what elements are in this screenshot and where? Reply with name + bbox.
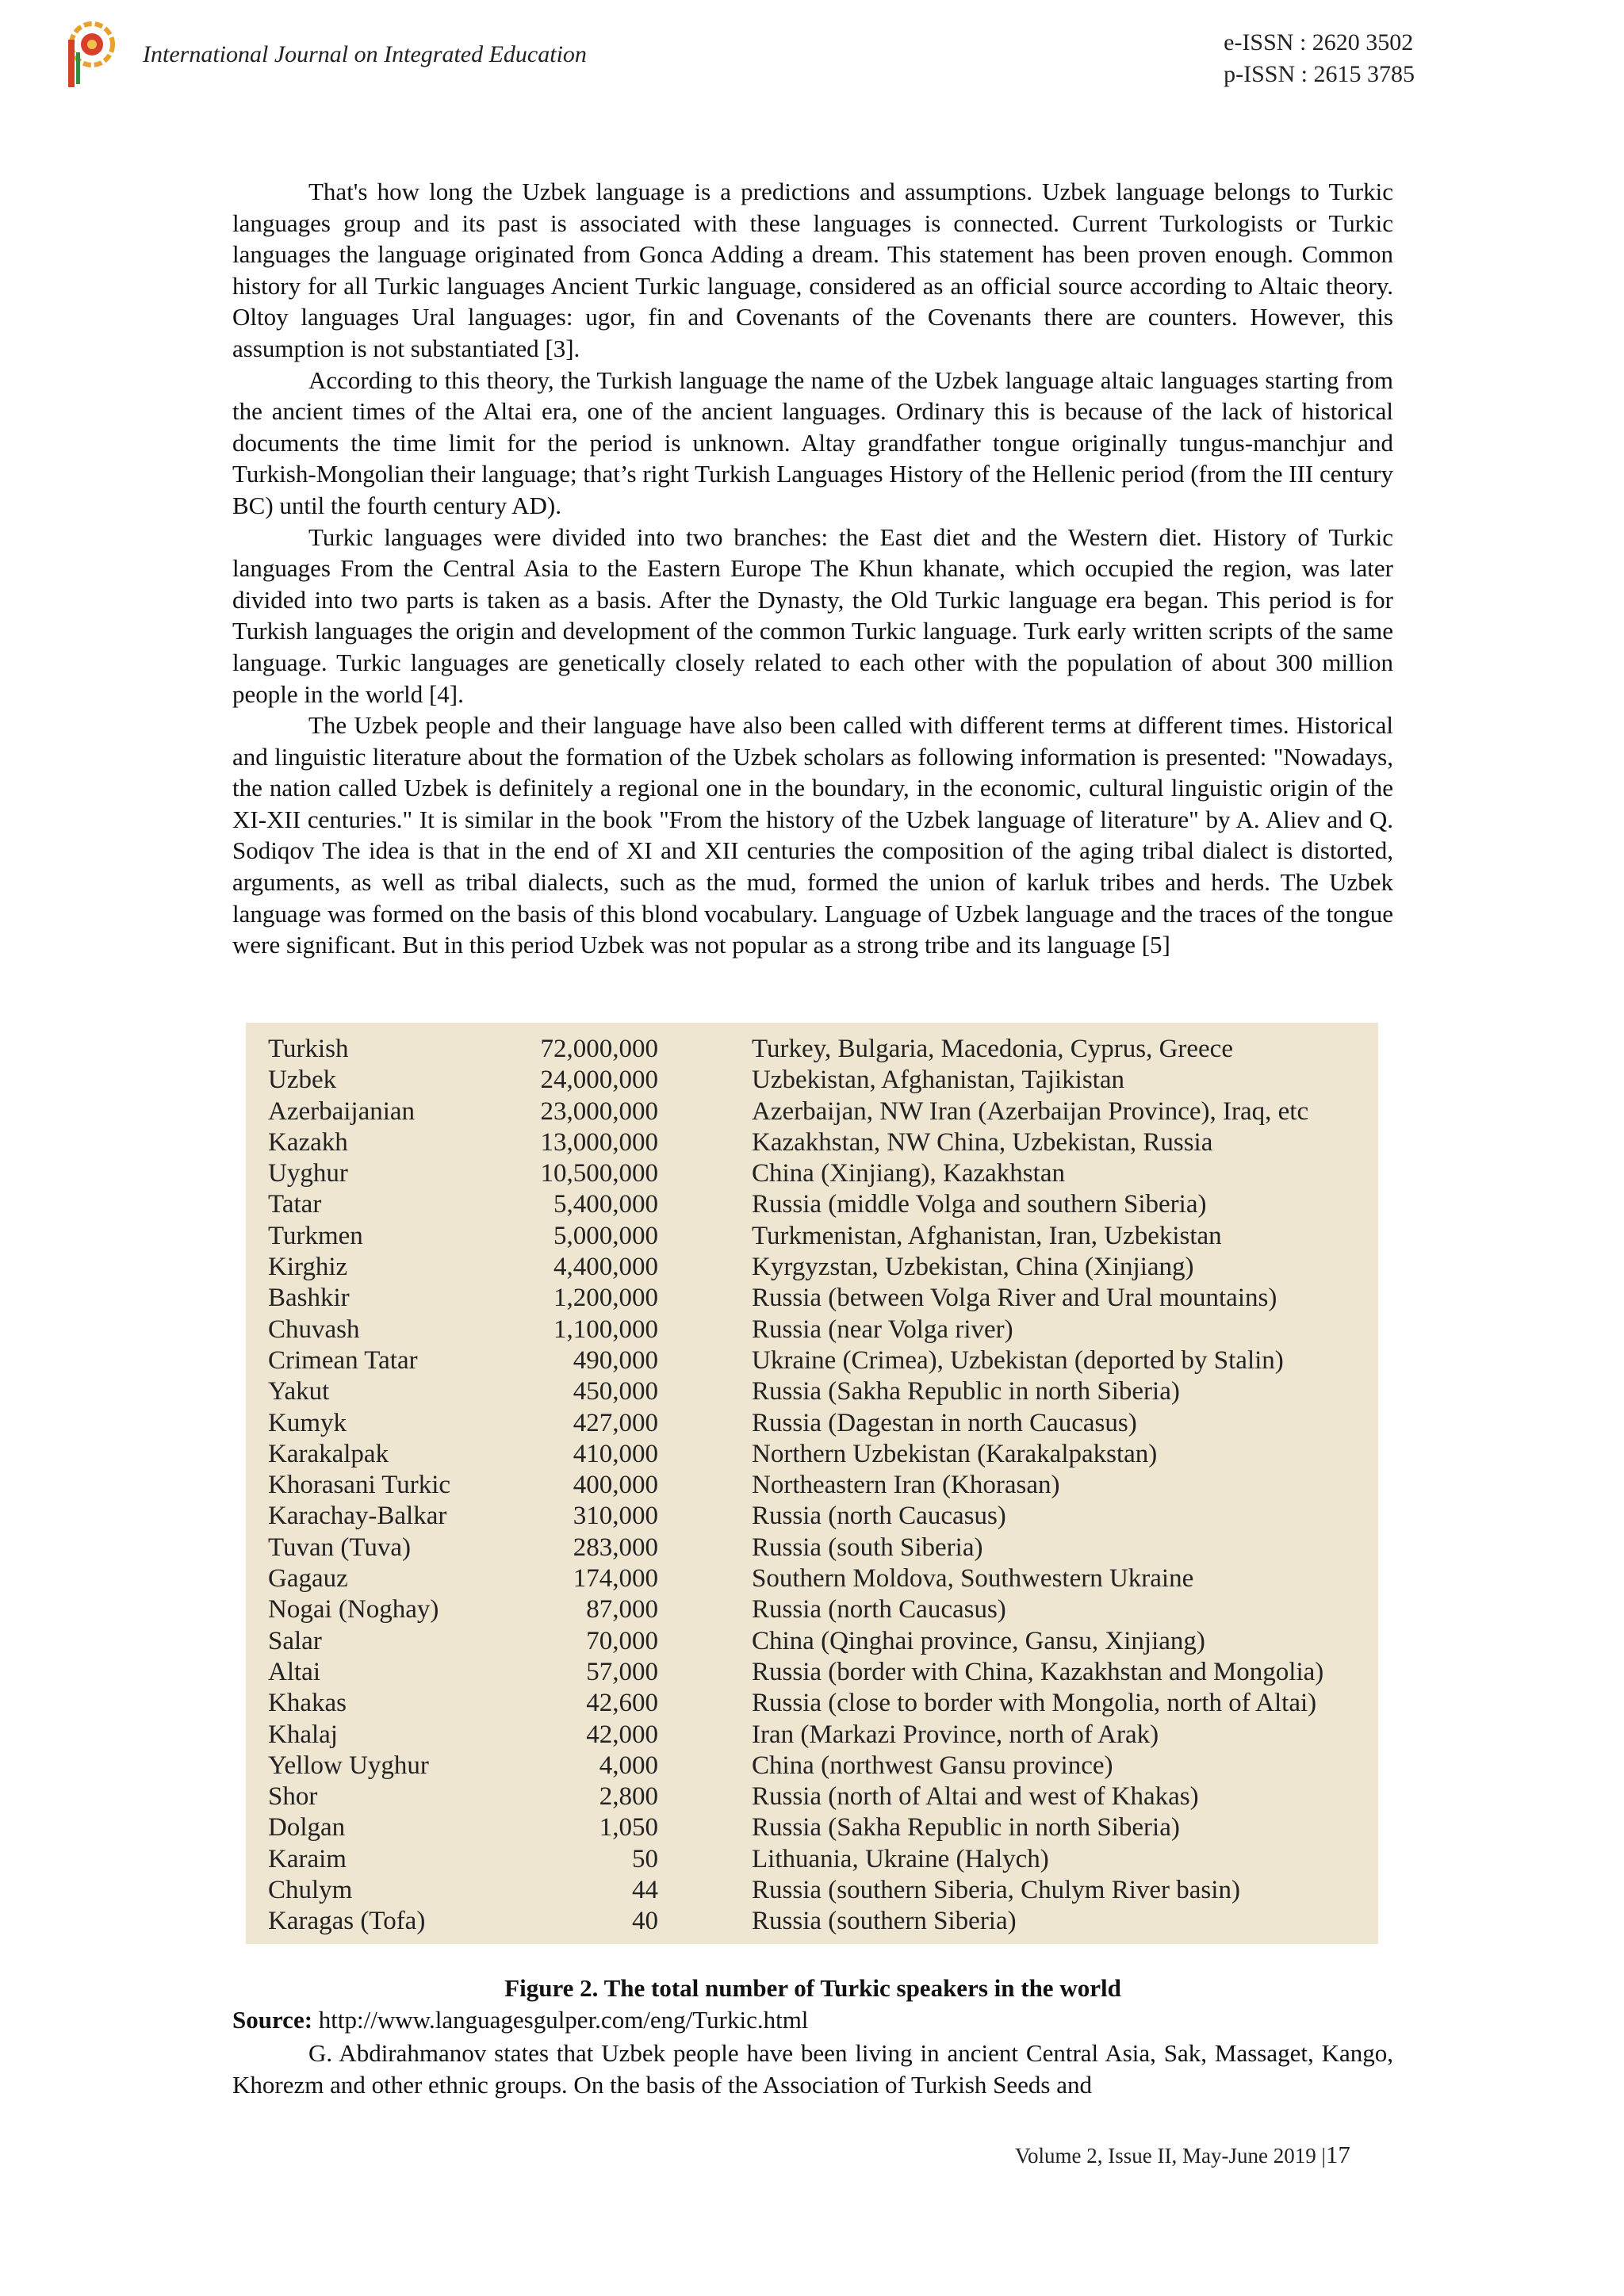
spacer-cell xyxy=(658,1189,752,1220)
paragraph: G. Abdirahmanov states that Uzbek people have been living in ancient Central Asia, Sak, Massaget, Kango, Khorezm and other ethnic groups. On the basis of the Association of Turkish Seeds and xyxy=(232,2039,1393,2099)
journal-name: International Journal on Integrated Education xyxy=(143,41,587,67)
region-cell: Russia (Sakha Republic in north Siberia) xyxy=(752,1813,1180,1843)
spacer-cell xyxy=(658,1626,752,1657)
turkic-speakers-table xyxy=(268,1034,1370,1938)
paragraph: According to this theory, the Turkish language the name of the Uzbek language altaic languages starting from the ancient times of the Altai era, one of the ancient languages. Ordinary this is because of the lack of historical documents the time limit for the period is unknown. Altay grandfather tongue originally tungus-manchjur and Turkish-Mongolian their language; that’s right Turkish Languages History of the Hellenic period (from the III century BC) until the fourth century AD). xyxy=(232,365,1393,519)
table-row xyxy=(268,1127,1370,1158)
table-row xyxy=(268,1720,1370,1751)
region-cell: Northeastern Iran (Khorasan) xyxy=(752,1471,1060,1500)
spacer-cell xyxy=(658,1408,752,1439)
table-row xyxy=(268,1844,1370,1875)
language-cell: Kirghiz xyxy=(268,1253,348,1282)
speakers-cell: 1,100,000 xyxy=(553,1314,658,1344)
table-row xyxy=(268,1408,1370,1439)
language-cell: Altai xyxy=(268,1657,320,1686)
eissn-text: e-ISSN : 2620 3502 xyxy=(1224,29,1414,55)
region-cell: Southern Moldova, Southwestern Ukraine xyxy=(752,1564,1194,1594)
spacer-cell xyxy=(658,1314,752,1345)
table-row xyxy=(268,1751,1370,1781)
table-row xyxy=(268,1501,1370,1532)
speakers-cell: 400,000 xyxy=(573,1471,658,1500)
table-row xyxy=(268,1875,1370,1906)
table-row xyxy=(268,1533,1370,1563)
article-body xyxy=(232,176,1393,961)
table-row xyxy=(268,1065,1370,1096)
spacer-cell xyxy=(658,1065,752,1096)
region-cell: Russia (between Volga River and Ural mountains) xyxy=(752,1284,1277,1313)
speakers-cell: 283,000 xyxy=(573,1533,658,1562)
speakers-cell: 42,000 xyxy=(586,1720,658,1749)
region-cell: Russia (Dagestan in north Caucasus) xyxy=(752,1408,1137,1437)
spacer-cell xyxy=(658,1906,752,1937)
table-row xyxy=(268,1470,1370,1501)
speakers-cell: 40 xyxy=(632,1907,658,1936)
speakers-cell: 23,000,000 xyxy=(540,1096,658,1126)
language-cell: Uzbek xyxy=(268,1066,337,1095)
table-row xyxy=(268,1314,1370,1345)
spacer-cell xyxy=(658,1501,752,1532)
language-cell: Karachay-Balkar xyxy=(268,1502,447,1531)
table-row xyxy=(268,1439,1370,1470)
table-row xyxy=(268,1034,1370,1065)
table-row xyxy=(268,1563,1370,1594)
speakers-cell: 50 xyxy=(632,1844,658,1873)
table-row xyxy=(268,1781,1370,1812)
region-cell: Iran (Markazi Province, north of Arak) xyxy=(752,1720,1159,1749)
language-cell: Khalaj xyxy=(268,1720,338,1749)
region-cell: Russia (Sakha Republic in north Siberia) xyxy=(752,1377,1180,1406)
region-cell: Russia (south Siberia) xyxy=(752,1533,983,1562)
language-cell: Azerbaijanian xyxy=(268,1096,416,1126)
spacer-cell xyxy=(658,1688,752,1719)
region-cell: Turkmenistan, Afghanistan, Iran, Uzbekistan xyxy=(752,1221,1222,1250)
table-row xyxy=(268,1594,1370,1625)
table-row xyxy=(268,1345,1370,1376)
spacer-cell xyxy=(658,1096,752,1127)
region-cell: China (northwest Gansu province) xyxy=(752,1751,1113,1780)
language-cell: Chuvash xyxy=(268,1314,360,1344)
language-cell: Salar xyxy=(268,1626,322,1655)
volume-info: Volume 2, Issue II, May-June 2019 | xyxy=(1015,2144,1326,2168)
figure-2-image xyxy=(246,1023,1378,1944)
language-cell: Bashkir xyxy=(268,1284,350,1313)
source-label: Source: xyxy=(232,2006,313,2034)
speakers-cell: 87,000 xyxy=(586,1595,658,1624)
spacer-cell xyxy=(658,1812,752,1843)
issn-block xyxy=(1224,27,1415,90)
region-cell: Russia (middle Volga and southern Siberia) xyxy=(752,1190,1207,1219)
region-cell: Northern Uzbekistan (Karakalpakstan) xyxy=(752,1439,1158,1468)
pissn-text: p-ISSN : 2615 3785 xyxy=(1224,61,1415,87)
speakers-cell: 1,200,000 xyxy=(553,1284,658,1313)
speakers-cell: 4,400,000 xyxy=(553,1253,658,1282)
table-row xyxy=(268,1221,1370,1252)
spacer-cell xyxy=(658,1533,752,1563)
table-row xyxy=(268,1376,1370,1407)
speakers-cell: 2,800 xyxy=(599,1782,658,1812)
spacer-cell xyxy=(658,1034,752,1065)
region-cell: Russia (north Caucasus) xyxy=(752,1502,1006,1531)
speakers-cell: 42,600 xyxy=(586,1689,658,1718)
spacer-cell xyxy=(658,1283,752,1314)
region-cell: Uzbekistan, Afghanistan, Tajikistan xyxy=(752,1066,1124,1095)
speakers-cell: 5,000,000 xyxy=(553,1221,658,1250)
paragraph: That's how long the Uzbek language is a predictions and assumptions. Uzbek language belongs to Turkic languages group and its past is associated with these languages is connected. Current Turkologists or Turkic languages the language originated from Gonca Adding a dream. This statement has been proven enough. Common history for all Turkic languages Ancient Turkic language, considered as an official source according to Altaic theory. Oltoy languages Ural languages: ugor, fin and Covenants of the Covenants there are counters. However, this assumption is not substantiated [3]. xyxy=(232,178,1393,362)
paragraph: The Uzbek people and their language have also been called with different terms at different times. Historical and linguistic literature about the formation of the Uzbek scholars as following information is presented: "Nowadays, the nation called Uzbek is definitely a regional one in the boundary, in the economic, cultural linguistic origin of the XI-XII centuries." It is similar in the book "From the history of the Uzbek language of literature" by A. Aliev and Q. Sodiqov The idea is that in the end of XI and XII centuries the composition of the aging tribal dialect is distorted, arguments, as well as tribal dialects, such as the mud, formed the union of karluk tribes and herds. The Uzbek language was formed on the basis of this blond vocabulary. Language of Uzbek language and the traces of the tongue were significant. But in this period Uzbek was not popular as a strong tribe and its language [5] xyxy=(232,711,1393,959)
spacer-cell xyxy=(658,1439,752,1470)
table-row xyxy=(268,1688,1370,1719)
spacer-cell xyxy=(658,1221,752,1252)
language-cell: Shor xyxy=(268,1782,318,1812)
spacer-cell xyxy=(658,1781,752,1812)
speakers-cell: 410,000 xyxy=(573,1439,658,1468)
language-cell: Turkish xyxy=(268,1035,349,1063)
region-cell: Russia (north of Altai and west of Khakas) xyxy=(752,1782,1199,1812)
language-cell: Chulym xyxy=(268,1876,353,1905)
speakers-cell: 72,000,000 xyxy=(540,1035,658,1063)
speakers-cell: 4,000 xyxy=(599,1751,658,1780)
language-cell: Crimean Tatar xyxy=(268,1345,418,1375)
speakers-cell: 44 xyxy=(632,1876,658,1905)
language-cell: Turkmen xyxy=(268,1221,363,1250)
region-cell: Azerbaijan, NW Iran (Azerbaijan Province), Iraq, etc xyxy=(752,1096,1309,1126)
table-row xyxy=(268,1283,1370,1314)
table-row xyxy=(268,1096,1370,1127)
speakers-cell: 174,000 xyxy=(573,1564,658,1594)
speakers-cell: 13,000,000 xyxy=(540,1127,658,1157)
spacer-cell xyxy=(658,1844,752,1875)
table-row xyxy=(268,1252,1370,1283)
region-cell: Russia (southern Siberia, Chulym River basin) xyxy=(752,1876,1240,1905)
spacer-cell xyxy=(658,1594,752,1625)
spacer-cell xyxy=(658,1563,752,1594)
language-cell: Dolgan xyxy=(268,1813,346,1843)
language-cell: Tuvan (Tuva) xyxy=(268,1533,412,1562)
language-cell: Yakut xyxy=(268,1377,330,1406)
figure-source xyxy=(232,2006,808,2034)
speakers-cell: 5,400,000 xyxy=(553,1190,658,1219)
language-cell: Nogai (Noghay) xyxy=(268,1595,439,1624)
spacer-cell xyxy=(658,1376,752,1407)
region-cell: Kyrgyzstan, Uzbekistan, China (Xinjiang) xyxy=(752,1253,1194,1282)
language-cell: Kazakh xyxy=(268,1127,348,1157)
speakers-cell: 1,050 xyxy=(599,1813,658,1843)
speakers-cell: 24,000,000 xyxy=(540,1066,658,1095)
spacer-cell xyxy=(658,1657,752,1688)
speakers-cell: 427,000 xyxy=(573,1408,658,1437)
region-cell: Russia (close to border with Mongolia, north of Altai) xyxy=(752,1689,1317,1718)
paragraph: Turkic languages were divided into two branches: the East diet and the Western diet. History of Turkic languages From the Central Asia to the Eastern Europe The Khun khanate, which occupied the region, was later divided into two parts is taken as a basis. After the Dynasty, the Old Turkic language era began. This period is for Turkish languages the origin and development of the common Turkic language. Turk early written scripts of the same language. Turkic languages are genetically closely related to each other with the population of about 300 million people in the world [4]. xyxy=(232,522,1393,708)
table-row xyxy=(268,1158,1370,1189)
region-cell: Lithuania, Ukraine (Halych) xyxy=(752,1844,1049,1873)
region-cell: Russia (north Caucasus) xyxy=(752,1595,1006,1624)
table-row xyxy=(268,1657,1370,1688)
region-cell: Russia (border with China, Kazakhstan and Mongolia) xyxy=(752,1657,1324,1686)
region-cell: Russia (southern Siberia) xyxy=(752,1907,1017,1936)
speakers-cell: 10,500,000 xyxy=(540,1159,658,1188)
spacer-cell xyxy=(658,1751,752,1781)
speakers-cell: 57,000 xyxy=(586,1657,658,1686)
region-cell: Turkey, Bulgaria, Macedonia, Cyprus, Greece xyxy=(752,1035,1233,1063)
language-cell: Karagas (Tofa) xyxy=(268,1907,426,1936)
spacer-cell xyxy=(658,1875,752,1906)
region-cell: Ukraine (Crimea), Uzbekistan (deported by Stalin) xyxy=(752,1345,1284,1375)
source-url[interactable]: http://www.languagesgulper.com/eng/Turkic.html xyxy=(318,2006,809,2034)
page-number: 17 xyxy=(1325,2141,1350,2168)
language-cell: Karakalpak xyxy=(268,1439,389,1468)
language-cell: Karaim xyxy=(268,1844,347,1873)
table-row xyxy=(268,1626,1370,1657)
region-cell: China (Xinjiang), Kazakhstan xyxy=(752,1159,1065,1188)
speakers-cell: 490,000 xyxy=(573,1345,658,1375)
language-cell: Tatar xyxy=(268,1190,322,1219)
language-cell: Uyghur xyxy=(268,1159,348,1188)
journal-logo-icon xyxy=(63,21,125,90)
language-cell: Yellow Uyghur xyxy=(268,1751,429,1780)
region-cell: China (Qinghai province, Gansu, Xinjiang) xyxy=(752,1626,1205,1655)
speakers-cell: 70,000 xyxy=(586,1626,658,1655)
language-cell: Khakas xyxy=(268,1689,347,1718)
table-row xyxy=(268,1906,1370,1937)
speakers-cell: 450,000 xyxy=(573,1377,658,1406)
spacer-cell xyxy=(658,1470,752,1501)
spacer-cell xyxy=(658,1127,752,1158)
article-body-continued xyxy=(232,2038,1393,2100)
spacer-cell xyxy=(658,1345,752,1376)
region-cell: Russia (near Volga river) xyxy=(752,1314,1013,1344)
spacer-cell xyxy=(658,1720,752,1751)
region-cell: Kazakhstan, NW China, Uzbekistan, Russia xyxy=(752,1127,1213,1157)
language-cell: Gagauz xyxy=(268,1564,348,1594)
language-cell: Kumyk xyxy=(268,1408,347,1437)
figure-caption: Figure 2. The total number of Turkic speakers in the world xyxy=(504,1974,1121,2002)
table-row xyxy=(268,1812,1370,1843)
speakers-cell: 310,000 xyxy=(573,1502,658,1531)
language-cell: Khorasani Turkic xyxy=(268,1471,451,1500)
page-footer xyxy=(1015,2141,1350,2169)
spacer-cell xyxy=(658,1158,752,1189)
spacer-cell xyxy=(658,1252,752,1283)
table-row xyxy=(268,1189,1370,1220)
